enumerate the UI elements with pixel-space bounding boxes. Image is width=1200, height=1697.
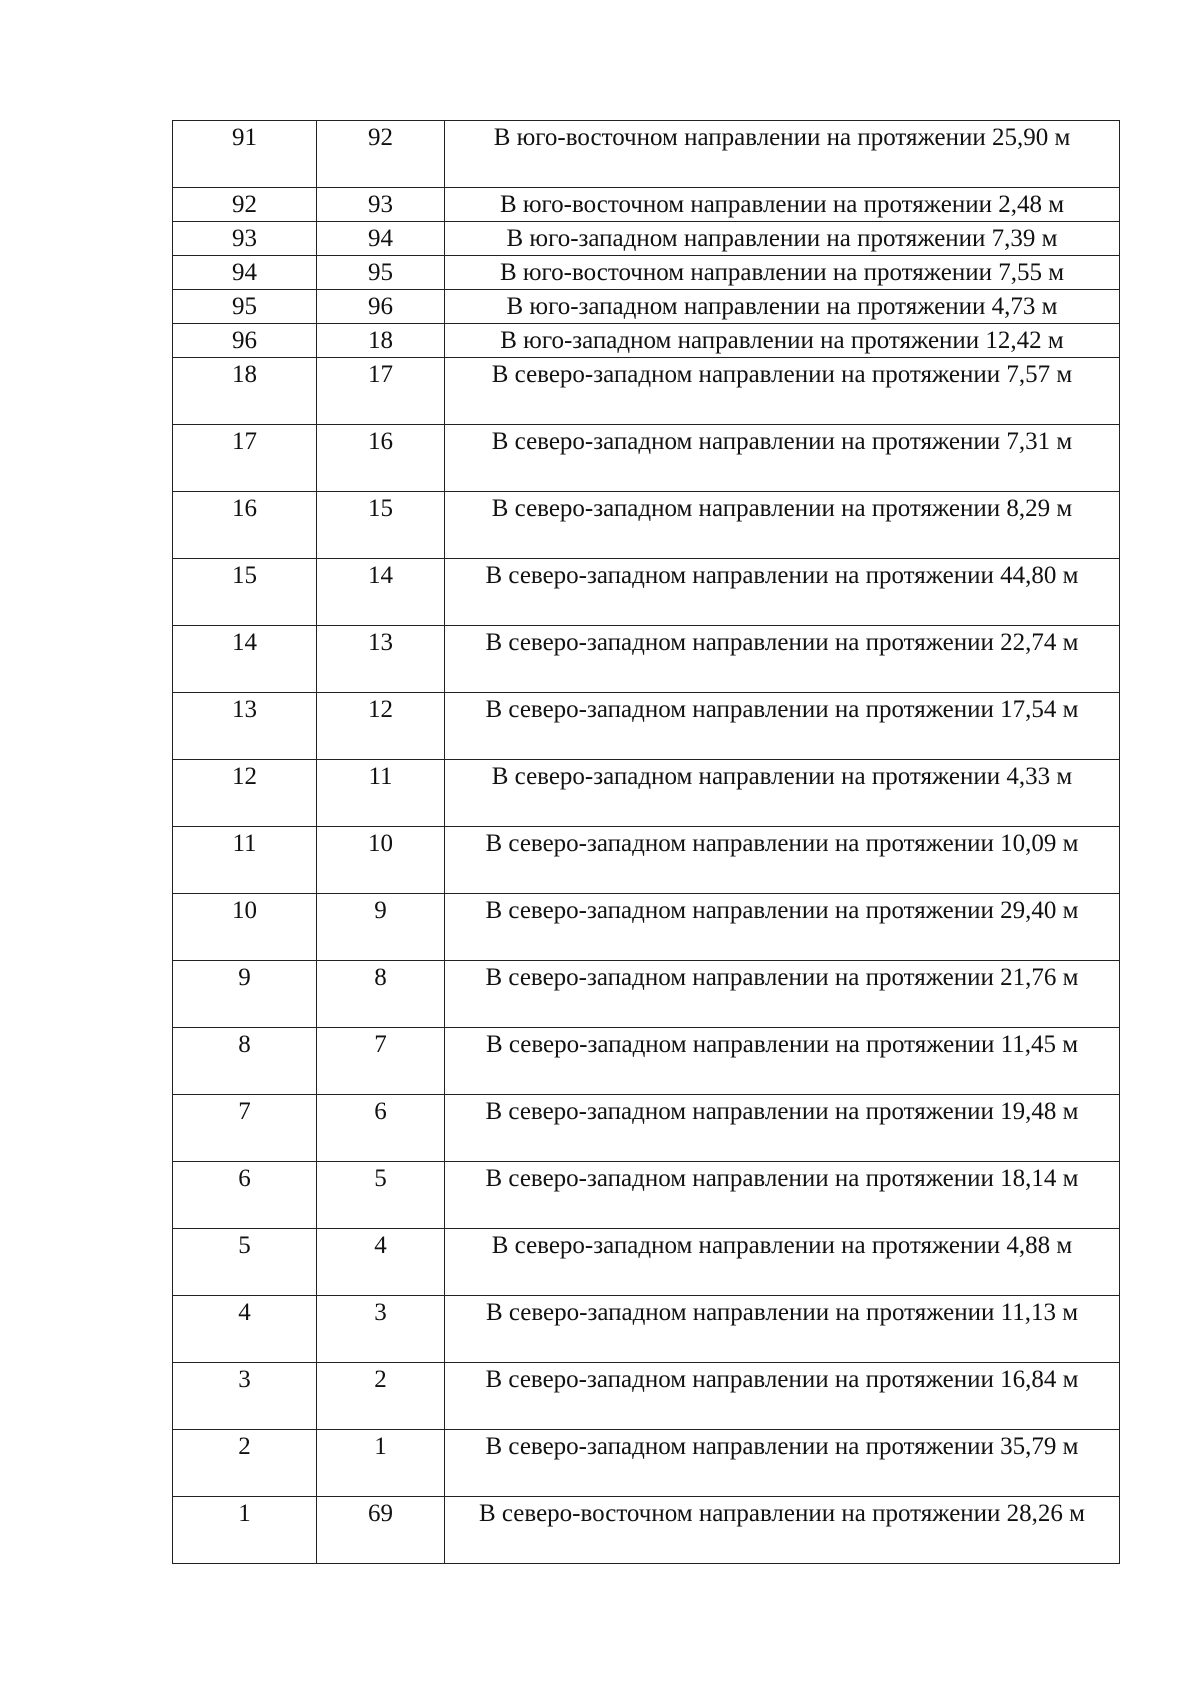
table-row: [173, 256, 1120, 290]
point-from-cell: 4: [173, 1296, 317, 1363]
point-from-cell: 92: [173, 188, 317, 222]
direction-description-cell: В северо-западном направлении на протяжении 11,13 м: [445, 1296, 1120, 1363]
direction-description-cell: В северо-западном направлении на протяжении 19,48 м: [445, 1095, 1120, 1162]
point-to-cell: 96: [317, 290, 445, 324]
point-from-cell: 8: [173, 1028, 317, 1095]
point-to-cell: 93: [317, 188, 445, 222]
point-to-cell: 10: [317, 827, 445, 894]
table-row: [173, 693, 1120, 760]
table-row: [173, 1363, 1120, 1430]
point-to-cell: 94: [317, 222, 445, 256]
point-from-cell: 94: [173, 256, 317, 290]
direction-description-cell: В северо-западном направлении на протяжении 7,57 м: [445, 358, 1120, 425]
point-from-cell: 3: [173, 1363, 317, 1430]
direction-description-cell: В северо-западном направлении на протяжении 10,09 м: [445, 827, 1120, 894]
direction-description-cell: В северо-западном направлении на протяжении 21,76 м: [445, 961, 1120, 1028]
point-from-cell: 14: [173, 626, 317, 693]
point-to-cell: 2: [317, 1363, 445, 1430]
point-from-cell: 96: [173, 324, 317, 358]
direction-description-cell: В северо-западном направлении на протяжении 44,80 м: [445, 559, 1120, 626]
direction-description-cell: В северо-западном направлении на протяжении 7,31 м: [445, 425, 1120, 492]
table-row: [173, 961, 1120, 1028]
point-from-cell: 12: [173, 760, 317, 827]
point-from-cell: 15: [173, 559, 317, 626]
table-row: [173, 1430, 1120, 1497]
direction-description-cell: В северо-западном направлении на протяжении 29,40 м: [445, 894, 1120, 961]
point-from-cell: 18: [173, 358, 317, 425]
table-row: [173, 222, 1120, 256]
point-to-cell: 15: [317, 492, 445, 559]
point-to-cell: 11: [317, 760, 445, 827]
table-body: [173, 121, 1120, 1564]
direction-description-cell: В северо-западном направлении на протяжении 17,54 м: [445, 693, 1120, 760]
point-from-cell: 9: [173, 961, 317, 1028]
point-to-cell: 12: [317, 693, 445, 760]
table-row: [173, 188, 1120, 222]
direction-description-cell: В юго-западном направлении на протяжении 7,39 м: [445, 222, 1120, 256]
direction-description-cell: В северо-западном направлении на протяжении 35,79 м: [445, 1430, 1120, 1497]
point-to-cell: 4: [317, 1229, 445, 1296]
direction-description-cell: В северо-западном направлении на протяжении 4,88 м: [445, 1229, 1120, 1296]
direction-description-cell: В северо-западном направлении на протяжении 4,33 м: [445, 760, 1120, 827]
point-from-cell: 1: [173, 1497, 317, 1564]
table-row: [173, 425, 1120, 492]
table-row: [173, 894, 1120, 961]
point-from-cell: 17: [173, 425, 317, 492]
direction-description-cell: В юго-западном направлении на протяжении 4,73 м: [445, 290, 1120, 324]
table-row: [173, 559, 1120, 626]
point-from-cell: 2: [173, 1430, 317, 1497]
direction-description-cell: В юго-восточном направлении на протяжении 25,90 м: [445, 121, 1120, 188]
table-row: [173, 358, 1120, 425]
table-row: [173, 121, 1120, 188]
table-row: [173, 324, 1120, 358]
point-to-cell: 3: [317, 1296, 445, 1363]
point-to-cell: 17: [317, 358, 445, 425]
direction-description-cell: В юго-восточном направлении на протяжении 2,48 м: [445, 188, 1120, 222]
table-row: [173, 1229, 1120, 1296]
table-row: [173, 1296, 1120, 1363]
direction-description-cell: В северо-западном направлении на протяжении 22,74 м: [445, 626, 1120, 693]
point-to-cell: 1: [317, 1430, 445, 1497]
point-to-cell: 6: [317, 1095, 445, 1162]
point-to-cell: 5: [317, 1162, 445, 1229]
boundary-description-table: [172, 120, 1120, 1564]
point-from-cell: 13: [173, 693, 317, 760]
point-from-cell: 6: [173, 1162, 317, 1229]
table-row: [173, 492, 1120, 559]
point-from-cell: 95: [173, 290, 317, 324]
point-from-cell: 5: [173, 1229, 317, 1296]
point-from-cell: 10: [173, 894, 317, 961]
table-row: [173, 1028, 1120, 1095]
point-to-cell: 92: [317, 121, 445, 188]
table-row: [173, 760, 1120, 827]
table-row: [173, 1497, 1120, 1564]
point-to-cell: 8: [317, 961, 445, 1028]
point-to-cell: 18: [317, 324, 445, 358]
direction-description-cell: В северо-западном направлении на протяжении 18,14 м: [445, 1162, 1120, 1229]
point-from-cell: 91: [173, 121, 317, 188]
table-row: [173, 626, 1120, 693]
point-from-cell: 93: [173, 222, 317, 256]
point-to-cell: 7: [317, 1028, 445, 1095]
direction-description-cell: В юго-восточном направлении на протяжении 7,55 м: [445, 256, 1120, 290]
table-row: [173, 290, 1120, 324]
point-to-cell: 14: [317, 559, 445, 626]
direction-description-cell: В северо-западном направлении на протяжении 11,45 м: [445, 1028, 1120, 1095]
point-to-cell: 13: [317, 626, 445, 693]
point-from-cell: 11: [173, 827, 317, 894]
direction-description-cell: В северо-западном направлении на протяжении 8,29 м: [445, 492, 1120, 559]
table-row: [173, 1162, 1120, 1229]
table-row: [173, 827, 1120, 894]
point-to-cell: 69: [317, 1497, 445, 1564]
direction-description-cell: В юго-западном направлении на протяжении 12,42 м: [445, 324, 1120, 358]
point-from-cell: 7: [173, 1095, 317, 1162]
point-to-cell: 16: [317, 425, 445, 492]
direction-description-cell: В северо-западном направлении на протяжении 16,84 м: [445, 1363, 1120, 1430]
point-to-cell: 9: [317, 894, 445, 961]
point-to-cell: 95: [317, 256, 445, 290]
direction-description-cell: В северо-восточном направлении на протяжении 28,26 м: [445, 1497, 1120, 1564]
point-from-cell: 16: [173, 492, 317, 559]
table-row: [173, 1095, 1120, 1162]
